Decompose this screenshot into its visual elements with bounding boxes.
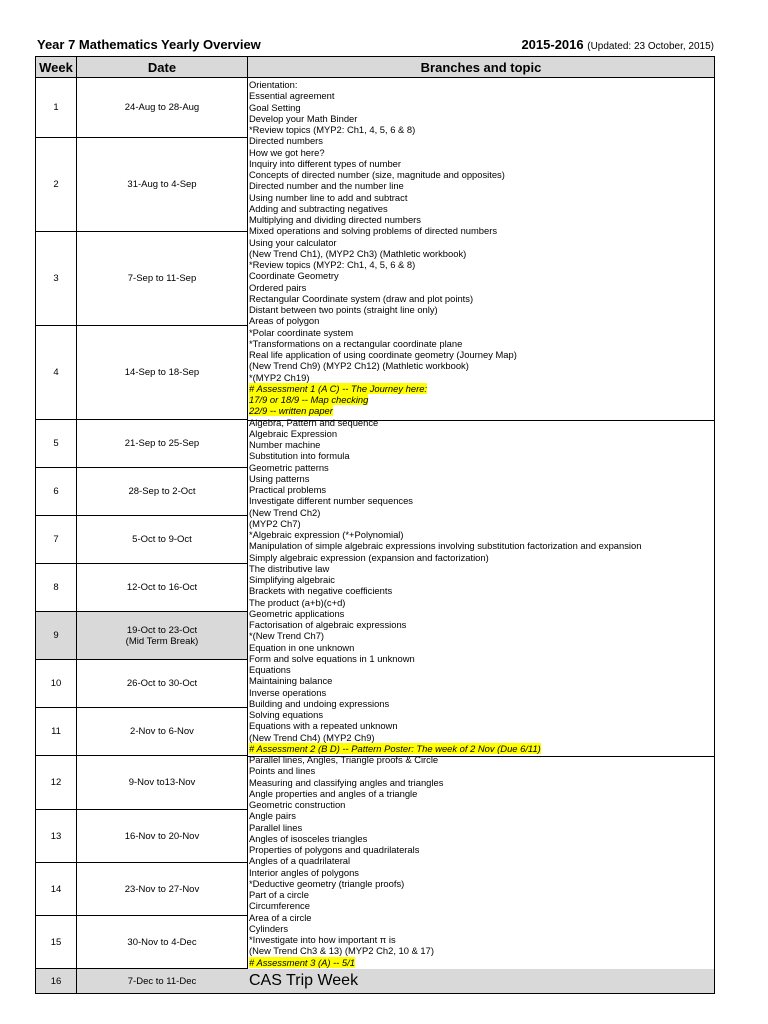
week-number-cell: 10 xyxy=(35,660,77,708)
topic-line: Angle pairs xyxy=(249,810,296,822)
week-number-cell: 2 xyxy=(35,138,77,232)
topic-line: Adding and subtracting negatives xyxy=(249,202,388,214)
topic-line: Areas of polygon xyxy=(249,315,320,327)
topic-line: Angles of a quadrilateral xyxy=(249,855,351,867)
topic-line: Substitution into formula xyxy=(249,450,350,462)
week-number-cell: 1 xyxy=(35,78,77,138)
topic-line: Using patterns xyxy=(249,472,310,484)
topic-line: Part of a circle xyxy=(249,889,309,900)
topic-line xyxy=(249,957,714,968)
topic-line: Number machine xyxy=(249,439,321,450)
topic-line: Geometric construction xyxy=(249,799,346,810)
school-year: 2015-2016 xyxy=(521,37,584,52)
document-title: Year 7 Mathematics Yearly Overview xyxy=(37,37,261,52)
year-label xyxy=(521,37,714,52)
topic-line: (New Trend Ch3 & 13) (MYP2 Ch2, 10 & 17) xyxy=(249,945,434,957)
assessment-highlight: # Assessment 3 (A) -- 5/1 xyxy=(249,956,355,968)
week-number-cell: 7 xyxy=(35,516,77,564)
topic-line: (MYP2 Ch7) xyxy=(249,517,301,529)
topic-line: Geometric patterns xyxy=(249,461,329,473)
topic-line: Solving equations xyxy=(249,709,324,720)
topic-line: *(New Trend Ch7) xyxy=(249,630,325,642)
table-header xyxy=(35,56,715,78)
week-number-cell: 8 xyxy=(35,564,77,612)
date-range-cell: 26-Oct to 30-Oct xyxy=(76,660,248,708)
topic-line: (New Trend Ch4) (MYP2 Ch9) xyxy=(249,731,375,743)
date-range-cell: 12-Oct to 16-Oct xyxy=(76,564,248,612)
topic-line: Real life application of using coordinate geometry (Journey Map) xyxy=(249,349,517,360)
assessment-highlight: 17/9 or 18/9 -- Map checking xyxy=(249,394,369,405)
topic-line: The product (a+b)(c+d) xyxy=(249,596,346,608)
week-number-cell: 14 xyxy=(35,863,77,916)
assessment-highlight: 22/9 -- written paper xyxy=(249,405,333,417)
week-number-cell: 4 xyxy=(35,326,77,420)
topic-line: *Algebraic expression (*+Polynomial) xyxy=(249,529,404,540)
week-number-cell: 5 xyxy=(35,420,77,468)
date-range-cell: 21-Sep to 25-Sep xyxy=(76,420,248,468)
topic-line: Using your calculator xyxy=(249,236,337,248)
topic-line: Concepts of directed number (size, magnitude and opposites) xyxy=(249,169,505,180)
topic-line: *Investigate into how important π is xyxy=(249,934,396,945)
topic-line: Interior angles of polygons xyxy=(249,866,359,878)
topic-line: (New Trend Ch9) (MYP2 Ch12) (Mathletic workbook) xyxy=(249,360,469,372)
topic-line: Equations xyxy=(249,664,291,675)
topic-line: Practical problems xyxy=(249,484,327,495)
topic-column-header: Branches and topic xyxy=(420,59,542,75)
topic-line: Points and lines xyxy=(249,765,316,777)
date-range-cell: 31-Aug to 4-Sep xyxy=(76,138,248,232)
topic-line: Distant between two points (straight line only) xyxy=(249,304,438,315)
date-range-cell: 7-Sep to 11-Sep xyxy=(76,232,248,326)
date-column-header: Date xyxy=(77,57,248,77)
topic-line: Ordered pairs xyxy=(249,281,307,293)
topic-line: Properties of polygons and quadrilaterals xyxy=(249,844,420,855)
date-range-cell xyxy=(76,612,248,660)
topic-line xyxy=(249,394,714,405)
topic-line: *Deductive geometry (triangle proofs) xyxy=(249,877,405,889)
topic-line: Mixed operations and solving problems of directed numbers xyxy=(249,225,498,237)
topic-line: Develop your Math Binder xyxy=(249,112,358,124)
date-range-cell: 14-Sep to 18-Sep xyxy=(76,326,248,420)
topic-line: Directed numbers xyxy=(249,135,323,147)
topic-line: (New Trend Ch1), (MYP2 Ch3) (Mathletic workbook) xyxy=(249,247,467,259)
topic-line: Manipulation of simple algebraic expressions involving substitution factorization and expansion xyxy=(249,540,642,552)
date-range-cell: 5-Oct to 9-Oct xyxy=(76,516,248,564)
topic-line: Angles of isosceles triangles xyxy=(249,832,368,844)
date-range: 19-Oct to 23-Oct xyxy=(126,624,198,636)
week-number-cell: 11 xyxy=(35,708,77,756)
week-number-cell: 3 xyxy=(35,232,77,326)
topic-line: Equations with a repeated unknown xyxy=(249,720,398,732)
topic-line: *(MYP2 Ch19) xyxy=(249,371,310,383)
date-range-cell: 30-Nov to 4-Dec xyxy=(76,916,248,969)
date-range-cell: 23-Nov to 27-Nov xyxy=(76,863,248,916)
topic-line xyxy=(249,383,714,394)
topic-line: Simply algebraic expression (expansion and factorization) xyxy=(249,551,489,563)
topic-line: *Review topics (MYP2: Ch1, 4, 5, 6 & 8) xyxy=(249,259,416,270)
topic-line: Form and solve equations in 1 unknown xyxy=(249,652,415,664)
topic-line: *Review topics (MYP2: Ch1, 4, 5, 6 & 8) xyxy=(249,124,416,135)
assessment-highlight: # Assessment 1 (A C) -- The Journey here: xyxy=(249,382,428,394)
topic-line: Factorisation of algebraic expressions xyxy=(249,619,407,630)
topic-line xyxy=(249,405,714,416)
topic-line: Algebraic Expression xyxy=(249,427,338,439)
date-range-cell: 2-Nov to 6-Nov xyxy=(76,708,248,756)
topic-line: Equation in one unknown xyxy=(249,641,355,653)
topic-line xyxy=(249,743,714,754)
topic-line: Brackets with negative coefficients xyxy=(249,585,393,597)
date-range-cell: 28-Sep to 2-Oct xyxy=(76,468,248,516)
topic-line: (New Trend Ch2) xyxy=(249,506,321,518)
topic-line: Inverse operations xyxy=(249,686,327,698)
date-note: (Mid Term Break) xyxy=(125,635,199,647)
topic-line: Orientation: xyxy=(249,79,298,90)
topic-list xyxy=(249,79,714,968)
topic-line: Parallel lines, Angles, Triangle proofs & Circle xyxy=(249,754,439,765)
week-number-cell: 6 xyxy=(35,468,77,516)
topic-line: Measuring and classifying angles and triangles xyxy=(249,776,444,788)
cas-trip-week: CAS Trip Week xyxy=(249,972,359,989)
topic-line: Cylinders xyxy=(249,922,289,934)
topic-line: *Transformations on a rectangular coordinate plane xyxy=(249,337,463,349)
topic-line: Inquiry into different types of number xyxy=(249,157,401,169)
week-column-header: Week xyxy=(36,57,77,77)
updated-date: (Updated: 23 October, 2015) xyxy=(587,41,714,52)
topic-line: Maintaining balance xyxy=(249,675,333,687)
topic-line: Essential agreement xyxy=(249,90,335,102)
topic-line: How we got here? xyxy=(249,146,325,158)
topic-line: *Polar coordinate system xyxy=(249,326,354,338)
topic-line: Area of a circle xyxy=(249,911,312,923)
assessment-highlight: # Assessment 2 (B D) -- Pattern Poster: The week of 2 Nov (Due 6/11) xyxy=(249,742,541,754)
topic-line: Investigate different number sequences xyxy=(249,495,413,507)
week-number-cell: 15 xyxy=(35,916,77,969)
week-number-cell: 16 xyxy=(35,969,77,994)
week-number-cell: 9 xyxy=(35,612,77,660)
topic-line: Goal Setting xyxy=(249,101,301,113)
topic-line: Parallel lines xyxy=(249,821,303,833)
topic-line: Coordinate Geometry xyxy=(249,270,339,282)
topic-line: Geometric applications xyxy=(249,607,345,619)
topic-line: Building and undoing expressions xyxy=(249,697,390,709)
topic-line: Using number line to add and subtract xyxy=(249,191,408,203)
topic-line: The distributive law xyxy=(249,562,330,574)
topic-line: Simplifying algebraic xyxy=(249,574,335,585)
topic-line: Angle properties and angles of a triangle xyxy=(249,787,418,799)
date-range-cell: 9-Nov to13-Nov xyxy=(76,756,248,810)
topic-line: Circumference xyxy=(249,900,310,912)
topic-line: Directed number and the number line xyxy=(249,180,404,192)
date-range-cell: 16-Nov to 20-Nov xyxy=(76,810,248,863)
topic-line: Rectangular Coordinate system (draw and plot points) xyxy=(249,292,474,304)
week-number-cell: 13 xyxy=(35,810,77,863)
topic-line: Multiplying and dividing directed numbers xyxy=(249,214,421,225)
date-range-cell: 7-Dec to 11-Dec xyxy=(76,969,248,994)
topic-line: Algebra, Pattern and sequence xyxy=(249,416,379,428)
week-number-cell: 12 xyxy=(35,756,77,810)
date-range-cell: 24-Aug to 28-Aug xyxy=(76,78,248,138)
